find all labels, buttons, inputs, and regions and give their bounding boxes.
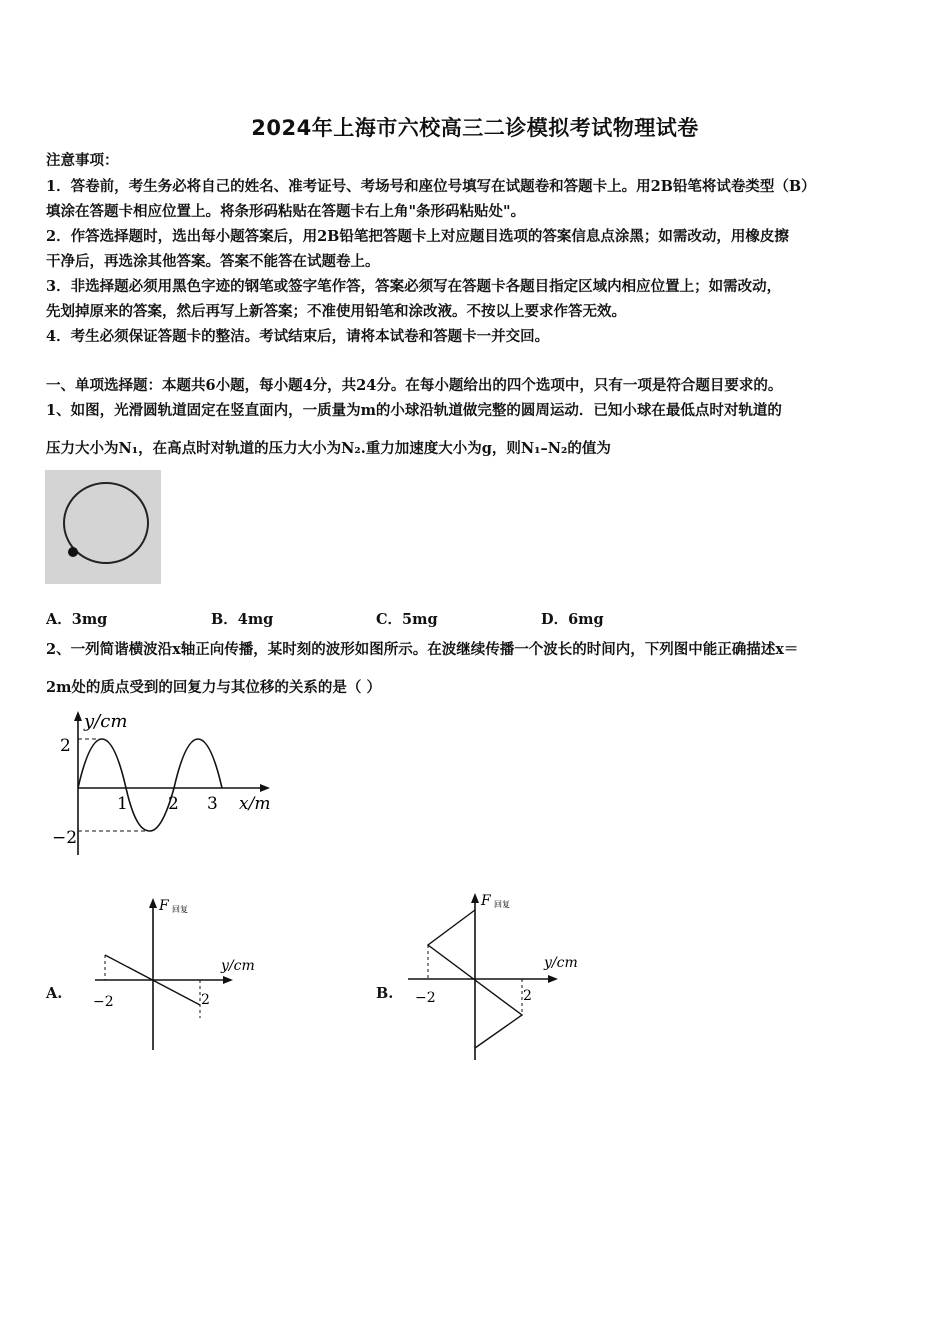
question-1-text: 压力大小为N₁，在高点时对轨道的压力大小为N₂.重力加速度大小为g，则N₁–N₂的值为 (46, 440, 611, 457)
question-1-text: 1、如图，光滑圆轨道固定在竖直面内，一质量为m的小球沿轨道做完整的圆周运动．已知小球在最低点时对轨道的 (46, 402, 782, 419)
wave-x-tick: 2 (168, 794, 179, 814)
section-heading: 一、单项选择题：本题共6小题，每小题4分，共24分。在每小题给出的四个选项中，只有一项是符合题目要求的。 (46, 377, 783, 394)
question-2-text: 2m处的质点受到的回复力与其位移的关系的是（ ） (46, 679, 381, 696)
option-b-y-label: y/cm (544, 955, 578, 971)
notice-line: 填涂在答题卡相应位置上。将条形码粘贴在答题卡右上角"条形码粘贴处"。 (46, 203, 526, 220)
option-a-y-label: y/cm (221, 958, 255, 974)
wave-x-label: x/m (239, 794, 271, 814)
q2-option-b-label: B. (376, 985, 394, 1002)
wave-x-tick: 1 (117, 794, 128, 814)
wave-y-label: y/cm (84, 711, 128, 732)
wave-y-tick: −2 (52, 828, 78, 848)
option-b-f-label: F (481, 893, 491, 909)
wave-y-tick: 2 (60, 736, 71, 756)
option-b-tick: −2 (415, 990, 436, 1006)
wave-x-tick: 3 (207, 794, 218, 814)
notice-heading: 注意事项： (46, 152, 119, 169)
notice-line: 干净后，再选涂其他答案。答案不能答在试题卷上。 (46, 253, 380, 270)
q1-option-b: B．4mg (211, 611, 274, 628)
notice-line: 2．作答选择题时，选出每小题答案后，用2B铅笔把答题卡上对应题目选项的答案信息点涂黑；如需改动，用橡皮擦 (46, 228, 789, 245)
q1-option-d: D．6mg (541, 611, 604, 628)
option-a-tick: 2 (201, 992, 210, 1008)
q1-option-c: C．5mg (376, 611, 438, 628)
option-a-tick: −2 (93, 994, 114, 1010)
question-2-text: 2、一列简谐横波沿x轴正向传播，某时刻的波形如图所示。在波继续传播一个波长的时间内，下列图中能正确描述x＝ (46, 641, 799, 658)
notice-line: 3．非选择题必须用黑色字迹的钢笔或签字笔作答，答案必须写在答题卡各题目指定区域内相应位置上；如需改动， (46, 278, 782, 295)
option-b-f-sub: 回复 (494, 900, 510, 909)
page-title: 2024年上海市六校高三二诊模拟考试物理试卷 (251, 116, 699, 140)
notice-line: 先划掉原来的答案，然后再写上新答案；不准使用铅笔和涂改液。不按以上要求作答无效。 (46, 303, 626, 320)
q1-option-a: A．3mg (46, 611, 108, 628)
circular-track-photo (45, 470, 161, 584)
option-a-graph (85, 890, 275, 1055)
option-a-f-label: F (159, 898, 169, 914)
option-b-tick: 2 (523, 988, 532, 1004)
option-b-graph (400, 885, 600, 1065)
notice-line: 4．考生必须保证答题卡的整洁。考试结束后，请将本试卷和答题卡一并交回。 (46, 328, 550, 345)
q2-option-a-label: A. (46, 985, 63, 1002)
wave-graph (40, 705, 290, 855)
notice-line: 1．答卷前，考生务必将自己的姓名、准考证号、考场号和座位号填写在试题卷和答题卡上。用2B铅笔将试卷类型（B） (46, 178, 816, 195)
option-a-f-sub: 回复 (172, 905, 188, 914)
